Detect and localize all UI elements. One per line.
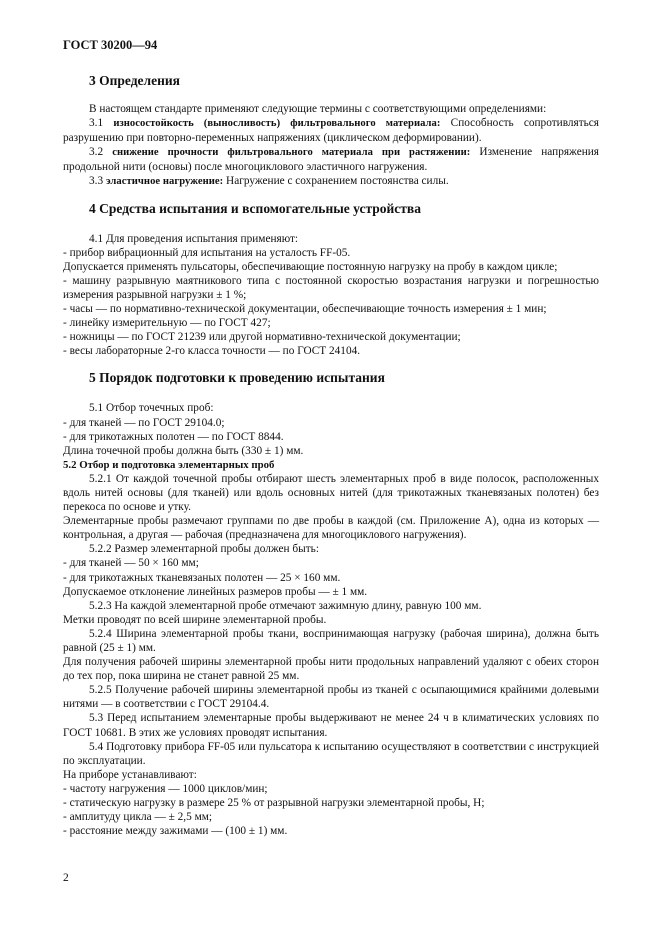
list-item: - статическую нагрузку в размере 25 % от разрывной нагрузки элементарной пробы, Н; bbox=[63, 797, 485, 810]
definition-text: Изменение напряжения продольной нити (основы) после многоциклового эластичного нагружения. bbox=[63, 146, 600, 174]
page-number: 2 bbox=[63, 872, 69, 884]
list-item: - линейку измерительную — по ГОСТ 427; bbox=[63, 317, 271, 330]
paragraph-4-1: 4.1 Для проведения испытания применяют: bbox=[89, 232, 299, 245]
section-3-intro: В настоящем стандарте применяют следующие термины с соответствующими определениями: bbox=[89, 103, 547, 115]
paragraph-text: Метки проводят по всей ширине элементарной пробы. bbox=[63, 613, 327, 626]
paragraph-5-2-4: 5.2.4 Ширина элементарной пробы ткани, воспринимающая нагрузку (рабочая ширина), должна быть равной (25 ± 1) мм. bbox=[63, 627, 599, 654]
paragraph-5-2-5: 5.2.5 Получение рабочей ширины элементарной пробы из тканей с осыпающимися крайними долевыми нитями — в соответствии с ГОСТ 29104.4. bbox=[63, 684, 599, 711]
definition-term: снижение прочности фильтровального материала при растяжении: bbox=[112, 147, 471, 159]
document-header: ГОСТ 30200—94 bbox=[63, 38, 158, 52]
definition-3-2 bbox=[63, 145, 599, 174]
paragraph-5-1: 5.1 Отбор точечных проб: bbox=[89, 402, 214, 415]
section-3-title: 3 Определения bbox=[89, 73, 180, 88]
paragraph-text: Для получения рабочей ширины элементарной пробы нити продольных направлений удаляют с обеих сторон до тех пор, пока ширина не станет равной 25 мм. bbox=[63, 656, 599, 683]
section-4-title: 4 Средства испытания и вспомогательные устройства bbox=[89, 200, 421, 216]
definition-term: износостойкость (выносливость) фильтровального материала: bbox=[113, 118, 441, 130]
list-item: - машину разрывную маятникового типа с постоянной скоростью возрастания нагрузки и погрешностью измерения разрывной нагрузки ± 1 %; bbox=[63, 274, 599, 301]
list-item: - часы — по нормативно-технической документации, обеспечивающие точность измерения ± 1 мин; bbox=[63, 303, 547, 316]
list-item: - расстояние между зажимами — (100 ± 1) мм. bbox=[63, 825, 288, 838]
list-item: - весы лабораторные 2-го класса точности — по ГОСТ 24104. bbox=[63, 345, 361, 358]
list-item: - частоту нагружения — 1000 циклов/мин; bbox=[63, 782, 268, 795]
list-item: - для трикотажных полотен — по ГОСТ 8844. bbox=[63, 430, 284, 443]
document-body bbox=[63, 72, 599, 838]
paragraph-text: На приборе устанавливают: bbox=[63, 768, 197, 781]
list-item: - для тканей — 50 × 160 мм; bbox=[63, 557, 199, 570]
definition-number: 3.3 bbox=[89, 175, 104, 188]
paragraph-text: Длина точечной пробы должна быть (330 ± 1) мм. bbox=[63, 444, 304, 457]
definition-text: Нагружение с сохранением постоянства силы. bbox=[226, 175, 449, 188]
paragraph-5-2-2: 5.2.2 Размер элементарной пробы должен быть: bbox=[89, 543, 319, 556]
subsection-5-2-title: 5.2 Отбор и подготовка элементарных проб bbox=[63, 458, 275, 471]
paragraph-5-3: 5.3 Перед испытанием элементарные пробы выдерживают не менее 24 ч в климатических условиях по ГОСТ 10681. В этих же условиях проводят испытания. bbox=[63, 712, 599, 739]
section-5-title: 5 Порядок подготовки к проведению испытания bbox=[89, 370, 385, 386]
paragraph-text: Элементарные пробы размечают группами по две пробы в каждой (см. Приложение А), одна из которых — контрольная, а другая — рабочая (предназначена для многоциклового нагружения). bbox=[63, 515, 599, 542]
definition-term: эластичное нагружение: bbox=[105, 176, 224, 188]
list-item: - для трикотажных тканевязаных полотен — 25 × 160 мм. bbox=[63, 571, 341, 584]
list-item: - прибор вибрационный для испытания на усталость FF-05. bbox=[63, 246, 351, 259]
definition-text: Способность сопротивляться разрушению при повторно-переменных напряжениях (циклическом деформировании). bbox=[63, 117, 600, 145]
paragraph-5-4: 5.4 Подготовку прибора FF-05 или пульсатора к испытанию осуществляют в соответствии с инструкцией по эксплуатации. bbox=[63, 740, 599, 767]
list-item: - ножницы — по ГОСТ 21239 или другой нормативно-технической документации; bbox=[63, 331, 461, 344]
list-item: - амплитуду цикла — ± 2,5 мм; bbox=[63, 811, 213, 824]
definition-3-1 bbox=[63, 116, 599, 145]
paragraph-5-2-1: 5.2.1 От каждой точечной пробы отбирают шесть элементарных проб в виде полосок, расположенных вдоль нитей основы (для тканей) или вдоль основных нитей (для трикотажных тканевязаных полотен) без перекоса по основе и утку. bbox=[63, 472, 599, 514]
definition-number: 3.2 bbox=[89, 146, 104, 159]
definition-3-3 bbox=[63, 174, 599, 189]
paragraph-text: Допускаемое отклонение линейных размеров пробы — ± 1 мм. bbox=[63, 585, 368, 598]
definition-number: 3.1 bbox=[89, 117, 104, 130]
list-item: - для тканей — по ГОСТ 29104.0; bbox=[63, 416, 225, 429]
paragraph-text: Допускается применять пульсаторы, обеспечивающие постоянную нагрузку на пробу в каждом цикле; bbox=[63, 260, 558, 273]
paragraph-5-2-3: 5.2.3 На каждой элементарной пробе отмечают зажимную длину, равную 100 мм. bbox=[89, 599, 482, 612]
